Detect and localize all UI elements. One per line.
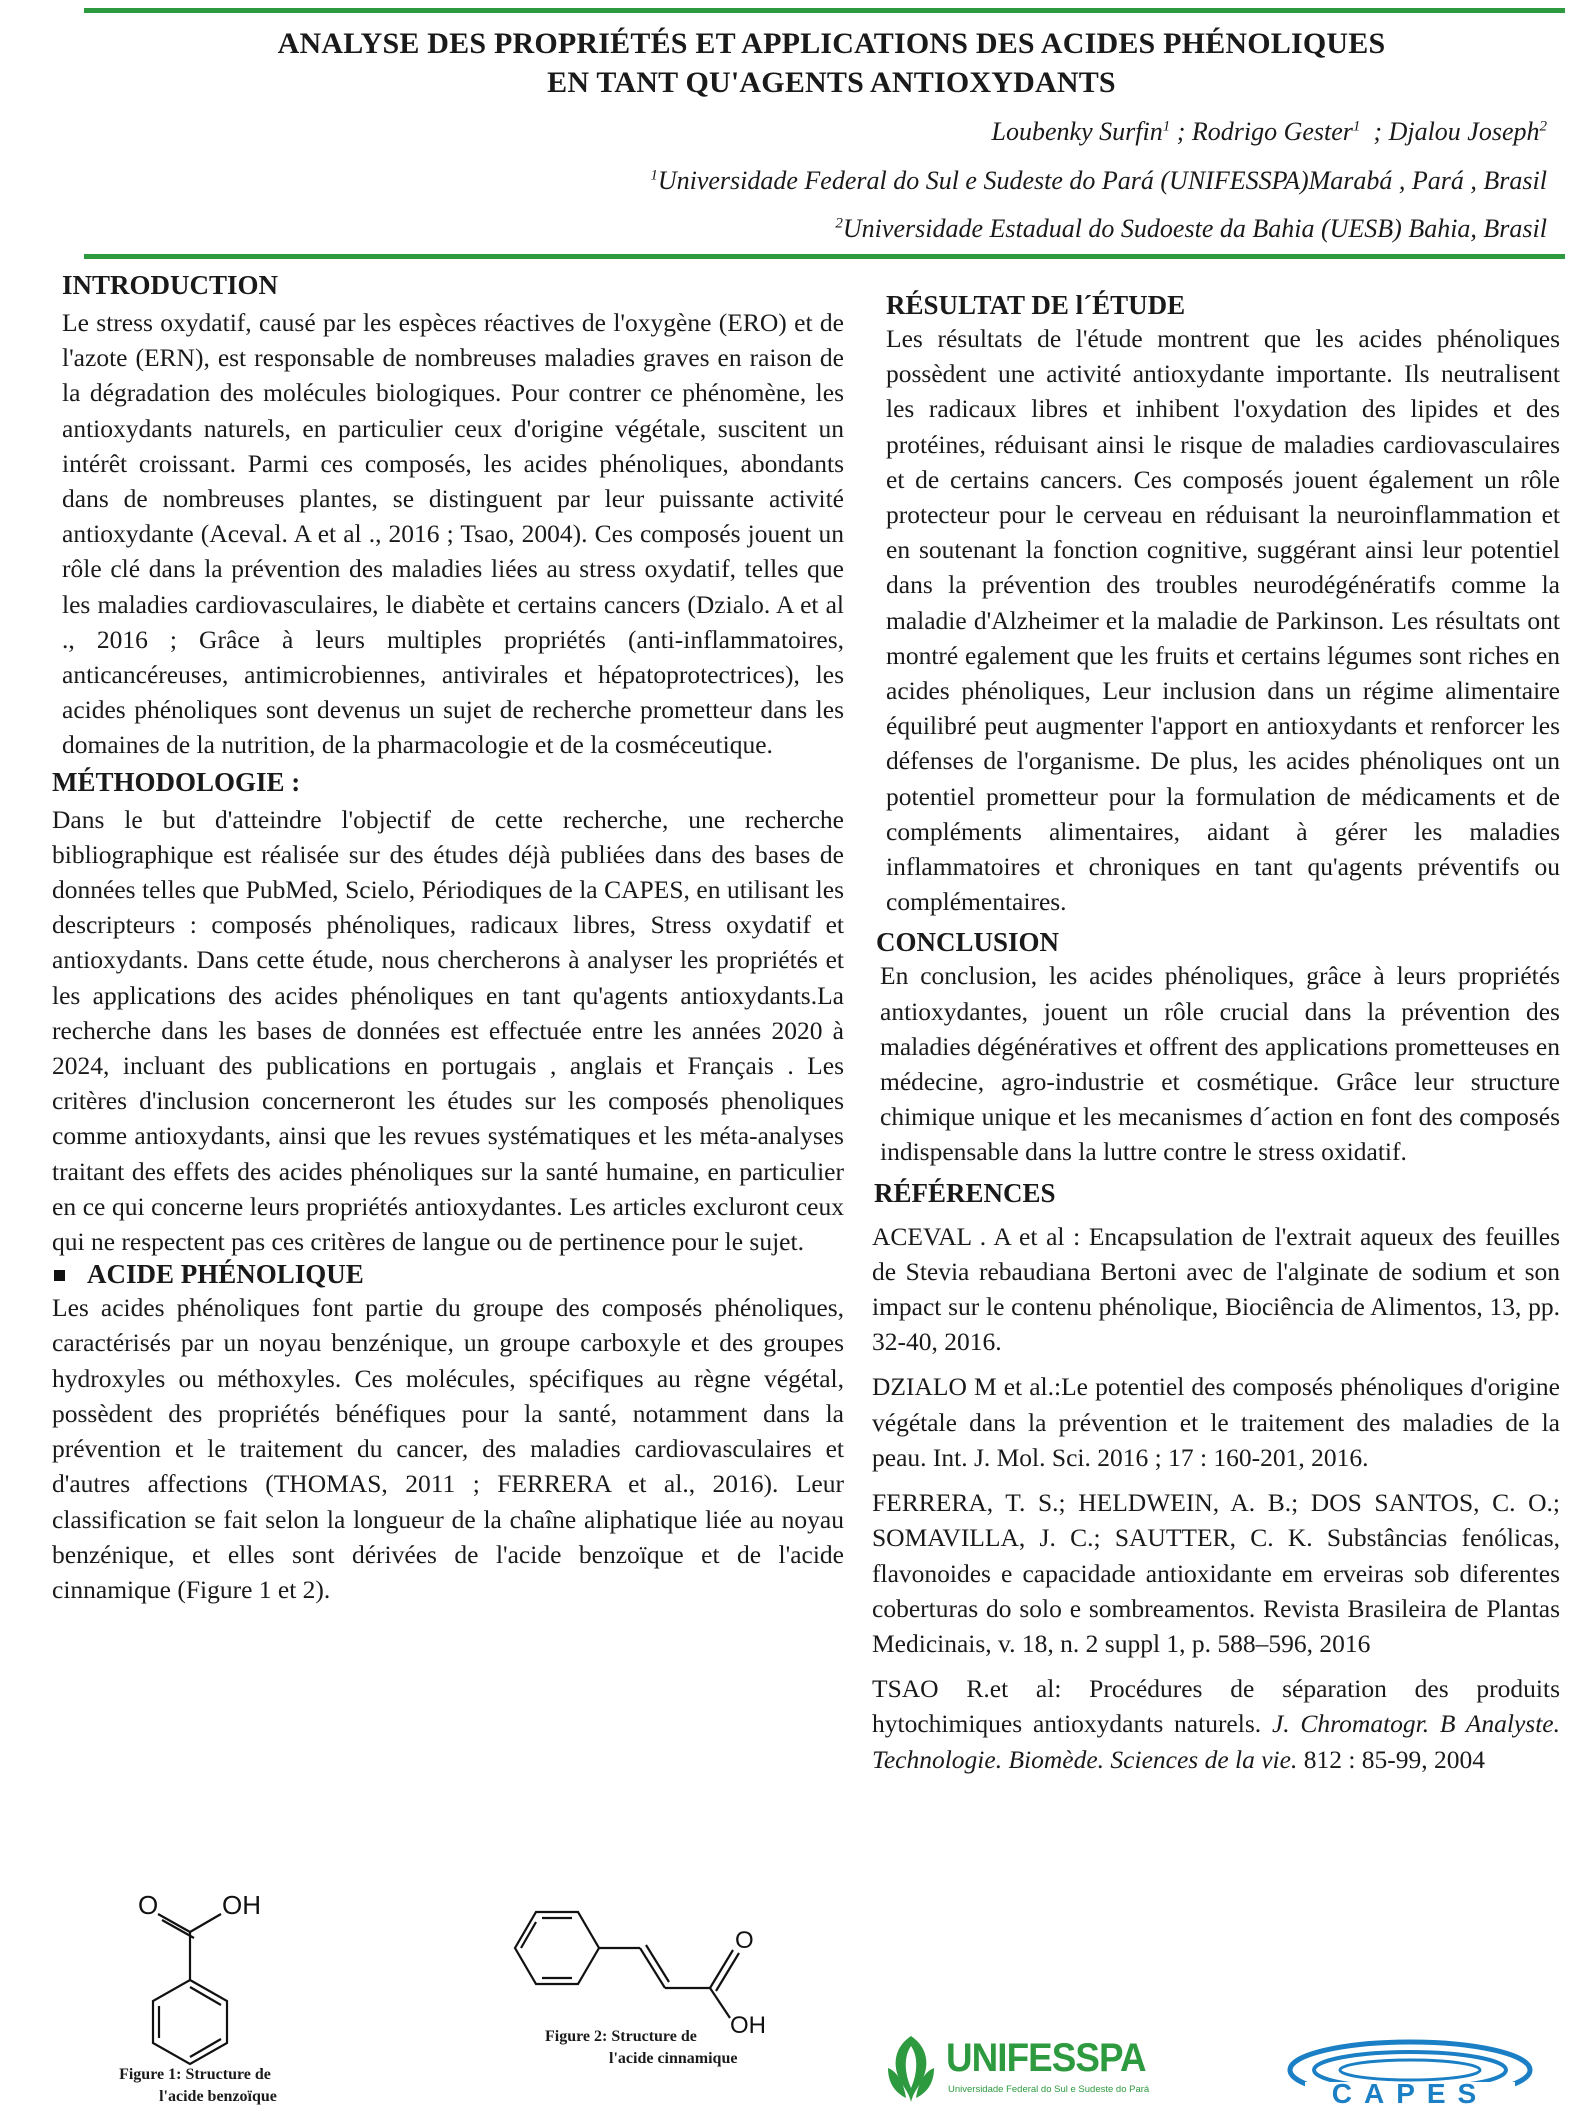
affiliation-2-sup: 2 xyxy=(835,215,843,232)
affiliation-2-text: Universidade Estadual do Sudoeste da Bahia (UESB) Bahia, Brasil xyxy=(842,214,1547,243)
unifesspa-leaf-icon xyxy=(880,2032,942,2104)
fig2-label-oh: OH xyxy=(730,2012,766,2039)
figure-1-caption-line-1: Figure 1: Structure de xyxy=(119,2066,271,2083)
author-1-sup: 1 xyxy=(1162,118,1171,135)
fig2-label-o: O xyxy=(735,1927,754,1954)
left-column xyxy=(52,270,844,1607)
reference-3: FERRERA, T. S.; HELDWEIN, A. B.; DOS SANTOS, C. O.; SOMAVILLA, J. C.; SAUTTER, C. K. Substâncias fenólicas, flavonoides e capacidade antioxidante em erveiras sob diferentes coberturas do solo e sombreamentos. Revista Brasileira de Plantas Medicinais, v. 18, n. 2 suppl 1, p. 588–596, 2016 xyxy=(872,1488,1560,1658)
conclusion-text: En conclusion, les acides phénoliques, grâce à leurs propriétés antioxydantes, jouent un rôle crucial dans la prévention des maladies dégénératives et offrent des applications prometteuses en médecine, agro-industrie et cosmétique. Grâce leur structure chimique unique et les mecanismes d´action en font des composés indispensable dans la luttre contre le stress oxidatif. xyxy=(880,961,1560,1167)
affiliation-2 xyxy=(835,214,1547,244)
poster-title-line-2: EN TANT QU'AGENTS ANTIOXYDANTS xyxy=(547,66,1116,99)
methodology-text: Dans le but d'atteindre l'objectif de cette recherche, une recherche bibliographique est réalisée sur des études déjà publiées dans des bases de données telles que PubMed, Scielo, Périodiques de la CAPES, en utilisant les descripteurs : composés phénoliques, radicaux libres, Stress oxydatif et antioxydants. Dans cette étude, nous chercherons à analyser les propriétés et les applications des acides phénoliques en tant qu'agents antioxydants.La recherche dans les bases de données est effectuée entre les années 2020 à 2024, incluant des publications en portugais , anglais et Français . Les critères d'inclusion concerneront les études sur les composés phenoliques comme antioxydants, ainsi que les revues systématiques et les méta-analyses traitant des effets des acides phénoliques sur la santé humaine, en particulier en ce qui concerne leurs propriétés antioxydantes. Les articles excluront ceux qui ne respectent pas ces critères de langue ou de pertinence pour le sujet. xyxy=(52,804,844,1257)
figure-2-caption-line-1: Figure 2: Structure de xyxy=(545,2028,697,2045)
results-heading: RÉSULTAT DE l´ÉTUDE xyxy=(886,290,1186,320)
capes-name: CAPES xyxy=(1331,2078,1489,2109)
right-column xyxy=(870,290,1560,1777)
header-green-rule xyxy=(84,254,1565,259)
figure-2-caption-line-2: l'acide cinnamique xyxy=(609,2050,738,2067)
poster-title-line-1: ANALYSE DES PROPRIÉTÉS ET APPLICATIONS DES ACIDES PHÉNOLIQUES xyxy=(277,27,1386,60)
figure-1-caption xyxy=(80,2064,310,2108)
affiliation-1-sup: 1 xyxy=(650,167,658,184)
reference-4 xyxy=(872,1671,1560,1777)
capes-logo xyxy=(1285,2036,1535,2108)
introduction-text: Le stress oxydatif, causé par les espèces réactives de l'oxygène (ERO) et de l'azote (ERN), est responsable de nombreuses maladies graves en raison de la dégradation des molécules biologiques. Pour contrer ce phénomène, les antioxydants naturels, en particulier ceux d'origine végétale, suscitent un intérêt croissant. Parmi ces composés, les acides phénoliques, abondants dans de nombreuses plantes, se distinguent par leur puissante activité antioxydante (Aceval. A et al ., 2016 ; Tsao, 2004). Ces composés jouent un rôle clé dans la prévention des maladies liées au stress oxydatif, telles que les maladies cardiovasculaires, le diabète et certains cancers (Dzialo. A et al ., 2016 ; Grâce à leurs multiples propriétés (anti-inflammatoires, anticancéreuses, antimicrobiennes, antivirales et hépatoprotectrices), les acides phénoliques sont devenus un sujet de recherche prometteur dans les domaines de la nutrition, de la pharmacologie et de la cosméceutique. xyxy=(62,308,844,760)
author-3-sup: 2 xyxy=(1539,118,1547,135)
phenolic-acid-heading xyxy=(54,1259,844,1290)
references-heading: RÉFÉRENCES xyxy=(874,1177,1056,1208)
phenolic-acid-heading-text: ACIDE PHÉNOLIQUE xyxy=(87,1259,364,1290)
cinnamic-acid-structure xyxy=(505,1900,775,2040)
square-bullet-icon xyxy=(54,1270,65,1281)
author-1: Loubenky Surfin xyxy=(991,117,1163,146)
affiliation-1 xyxy=(650,166,1547,196)
author-2: ; Rodrigo Gester xyxy=(1170,117,1353,146)
introduction-heading: INTRODUCTION xyxy=(62,270,279,300)
top-green-rule xyxy=(84,8,1565,13)
unifesspa-logo xyxy=(880,2032,1150,2104)
author-3: ; Djalou Joseph xyxy=(1360,117,1540,146)
reference-4-end: 812 : 85-99, 2004 xyxy=(1297,1744,1486,1774)
unifesspa-name: UNIFESSPA xyxy=(946,2036,1146,2080)
reference-1: ACEVAL . A et al : Encapsulation de l'extrait aqueux des feuilles de Stevia rebaudiana Bertoni avec de l'alginate de sodium et son impact sur le contenu phénolique, Biociência de Alimentos, 13, pp. 32-40, 2016. xyxy=(872,1221,1560,1357)
reference-4-italic: J. Chromatogr. B Analyste. Technologie. Biomède. Sciences de la vie. xyxy=(872,1709,1561,1774)
conclusion-heading: CONCLUSION xyxy=(876,927,1060,958)
authors-line xyxy=(992,117,1547,147)
fig1-label-oh: OH xyxy=(222,1890,261,1920)
figure-2-caption xyxy=(545,2026,765,2070)
methodology-heading: MÉTHODOLOGIE : xyxy=(52,766,301,797)
figure-1-caption-line-2: l'acide benzoïque xyxy=(159,2088,277,2105)
unifesspa-subtitle: Universidade Federal do Sul e Sudeste do Pará xyxy=(948,2084,1150,2095)
results-text: Les résultats de l'étude montrent que les acides phénoliques possèdent une activité antioxydante importante. Ils neutralisent les radicaux libres et inhibent l'oxydation des lipides et des protéines, réduisant ainsi le risque de maladies cardiovasculaires et de certains cancers. Ces composés jouent également un rôle protecteur pour le cerveau en réduisant la neuroinflammation et en soutenant la fonction cognitive, suggérant ainsi leur potentiel dans la prévention des troubles neurodégénératifs comme la maladie d'Alzheimer et la maladie de Parkinson. Les résultats ont montré egalement que les fruits et certains légumes sont riches en acides phénoliques, Leur inclusion dans un régime alimentaire équilibré peut augmenter l'apport en antioxydants et renforcer les défenses de l'organisme. De plus, les acides phénoliques ont un potentiel prometteur pour la formulation de médicaments et de compléments alimentaires, aidant à gérer les maladies inflammatoires et chroniques en tant qu'agents préventifs ou complémentaires. xyxy=(886,324,1560,917)
author-2-sup: 1 xyxy=(1352,118,1361,135)
reference-4-plain: TSAO R.et al: Procédures de séparation des produits hytochimiques antioxydants naturels. xyxy=(872,1674,1560,1739)
phenolic-acid-text: Les acides phénoliques font partie du groupe des composés phénoliques, caractérisés par un noyau benzénique, un groupe carboxyle et des groupes hydroxyles ou méthoxyles. Ces molécules, spécifiques au règne végétal, possèdent des propriétés bénéfiques pour la santé, notamment dans la prévention et le traitement du cancer, des maladies cardiovasculaires et d'autres affections (THOMAS, 2011 ; FERRERA et al., 2016). Leur classification se fait selon la longueur de la chaîne aliphatique liée au noyau benzénique, et elles sont dérivées de l'acide benzoïque et de l'acide cinnamique (Figure 1 et 2). xyxy=(52,1293,844,1604)
benzoic-acid-structure xyxy=(110,1880,310,2070)
reference-2: DZIALO M et al.:Le potentiel des composés phénoliques d'origine végétale dans la prévention et le traitement des maladies de la peau. Int. J. Mol. Sci. 2016 ; 17 : 160-201, 2016. xyxy=(872,1372,1560,1472)
affiliation-1-text: Universidade Federal do Sul e Sudeste do Pará (UNIFESSPA)Marabá , Pará , Brasil xyxy=(657,166,1547,195)
fig1-label-o: O xyxy=(138,1890,159,1920)
